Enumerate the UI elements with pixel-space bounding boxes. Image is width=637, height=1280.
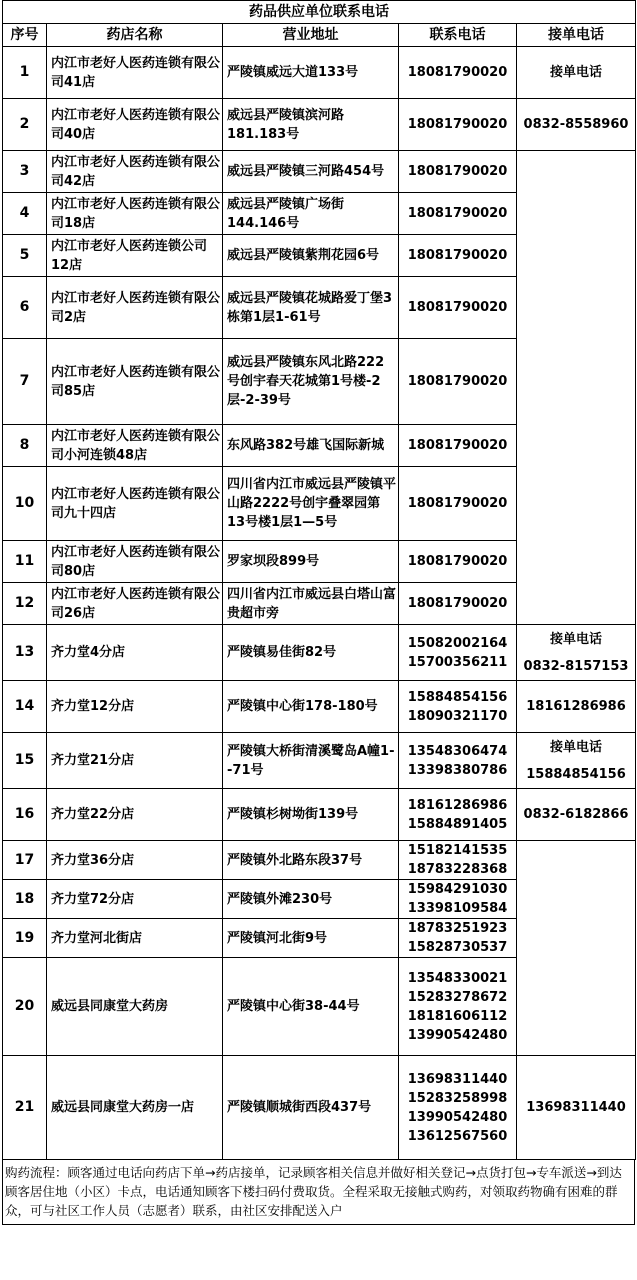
row-seq: 3	[3, 151, 47, 193]
order-phone-line: 接单电话	[549, 631, 602, 647]
row-seq: 17	[3, 841, 47, 880]
contact-phone: 13398380786	[407, 762, 508, 778]
row-contact-phones	[399, 733, 517, 789]
header-row	[3, 24, 636, 47]
row-order-phone: 18161286986	[517, 681, 636, 733]
row-contact-phones	[399, 151, 517, 193]
row-pharmacy-name: 齐力堂72分店	[47, 880, 223, 919]
row-seq: 7	[3, 339, 47, 425]
row-seq: 20	[3, 958, 47, 1056]
contact-phone: 18081790020	[407, 596, 508, 611]
row-contact-phones	[399, 235, 517, 277]
row-address: 严陵镇外北路东段37号	[223, 841, 399, 880]
contact-phone: 18081790020	[407, 117, 508, 132]
row-pharmacy-name: 齐力堂河北街店	[47, 919, 223, 958]
row-seq: 15	[3, 733, 47, 789]
contact-phone: 13398109584	[407, 901, 508, 916]
row-address: 严陵镇顺城街西段437号	[223, 1056, 399, 1160]
row-contact-phones	[399, 541, 517, 583]
row-pharmacy-name: 内江市老好人医药连锁有限公司九十四店	[47, 467, 223, 541]
contact-phone: 18081790020	[407, 300, 508, 315]
row-address: 严陵镇河北街9号	[223, 919, 399, 958]
table-row	[3, 789, 636, 841]
row-address: 四川省内江市威远县白塔山富贵超市旁	[223, 583, 399, 625]
contact-phone: 18081790020	[407, 164, 508, 179]
row-contact-phones	[399, 47, 517, 99]
row-contact-phones	[399, 919, 517, 958]
row-contact-phones	[399, 681, 517, 733]
table-row	[3, 681, 636, 733]
row-pharmacy-name: 内江市老好人医药连锁有限公司42店	[47, 151, 223, 193]
row-seq: 8	[3, 425, 47, 467]
row-contact-phones	[399, 625, 517, 681]
row-pharmacy-name: 齐力堂21分店	[47, 733, 223, 789]
contact-phone: 15283258998	[407, 1090, 508, 1106]
row-pharmacy-name: 威远县同康堂大药房	[47, 958, 223, 1056]
row-pharmacy-name: 内江市老好人医药连锁有限公司85店	[47, 339, 223, 425]
purchase-process-note: 购药流程：顾客通过电话向药店下单→药店接单，记录顾客相关信息并做好相关登记→点货打包→专车派送→到达顾客居住地（小区）卡点，电话通知顾客下楼扫码付费取货。全程采取无接触式购药，对领取药物确有困难的群众，可与社区工作人员（志愿者）联系，由社区安排配送入户	[2, 1160, 635, 1225]
row-address: 严陵镇威远大道133号	[223, 47, 399, 99]
contact-phone: 18081790020	[407, 496, 508, 511]
row-contact-phones	[399, 339, 517, 425]
row-seq: 1	[3, 47, 47, 99]
header-order-phone: 接单电话	[517, 24, 636, 47]
contact-phone: 15182141535	[407, 843, 508, 858]
row-pharmacy-name: 内江市老好人医药连锁有限公司18店	[47, 193, 223, 235]
row-pharmacy-name: 内江市老好人医药连锁有限公司2店	[47, 277, 223, 339]
row-contact-phones	[399, 193, 517, 235]
contact-phone: 18081790020	[407, 206, 508, 221]
row-contact-phones	[399, 958, 517, 1056]
row-pharmacy-name: 内江市老好人医药连锁公司12店	[47, 235, 223, 277]
row-address: 严陵镇大桥街清溪鹭岛A幢1--71号	[223, 733, 399, 789]
row-contact-phones	[399, 1056, 517, 1160]
row-pharmacy-name: 齐力堂12分店	[47, 681, 223, 733]
table-row	[3, 1056, 636, 1160]
row-pharmacy-name: 齐力堂22分店	[47, 789, 223, 841]
row-address: 罗家坝段899号	[223, 541, 399, 583]
contact-phone: 18081790020	[407, 65, 508, 80]
row-order-phone: 13698311440	[517, 1056, 636, 1160]
contact-phone: 18090321170	[407, 708, 508, 724]
row-pharmacy-name: 内江市老好人医药连锁有限公司80店	[47, 541, 223, 583]
pharmacy-table	[2, 0, 636, 1160]
row-order-phone	[517, 625, 636, 681]
contact-phone: 15884854156	[407, 689, 508, 705]
row-seq: 16	[3, 789, 47, 841]
row-seq: 14	[3, 681, 47, 733]
table-title: 药品供应单位联系电话	[3, 1, 636, 24]
row-address: 威远县严陵镇花城路爱丁堡3栋第1层1-61号	[223, 277, 399, 339]
row-order-phone	[517, 733, 636, 789]
row-pharmacy-name: 齐力堂4分店	[47, 625, 223, 681]
row-seq: 2	[3, 99, 47, 151]
row-contact-phones	[399, 789, 517, 841]
contact-phone: 13548330021	[407, 970, 508, 986]
row-order-phone: 接单电话	[517, 47, 636, 99]
row-address: 严陵镇中心街178-180号	[223, 681, 399, 733]
row-pharmacy-name: 内江市老好人医药连锁有限公司小河连锁48店	[47, 425, 223, 467]
header-address: 营业地址	[223, 24, 399, 47]
row-seq: 18	[3, 880, 47, 919]
order-phone-line: 接单电话	[549, 739, 602, 755]
row-seq: 4	[3, 193, 47, 235]
row-seq: 10	[3, 467, 47, 541]
row-contact-phones	[399, 99, 517, 151]
row-address: 威远县严陵镇紫荆花园6号	[223, 235, 399, 277]
table-row	[3, 99, 636, 151]
row-address: 威远县严陵镇广场街144.146号	[223, 193, 399, 235]
contact-phone: 15700356211	[407, 654, 508, 670]
row-pharmacy-name: 威远县同康堂大药房一店	[47, 1056, 223, 1160]
contact-phone: 13548306474	[407, 743, 508, 759]
table-row	[3, 47, 636, 99]
table-row	[3, 841, 636, 880]
contact-phone: 15884891405	[407, 816, 508, 832]
contact-phone: 13612567560	[407, 1128, 508, 1144]
row-seq: 13	[3, 625, 47, 681]
row-address: 严陵镇中心街38-44号	[223, 958, 399, 1056]
contact-phone: 13698311440	[407, 1071, 508, 1087]
order-phone-line: 15884854156	[526, 766, 626, 782]
contact-phone: 18181606112	[407, 1008, 508, 1024]
row-seq: 6	[3, 277, 47, 339]
contact-phone: 18081790020	[407, 554, 508, 569]
row-address: 威远县严陵镇东风北路222号创宇春天花城第1号楼-2层-2-39号	[223, 339, 399, 425]
row-contact-phones	[399, 841, 517, 880]
header-name: 药店名称	[47, 24, 223, 47]
table-row	[3, 733, 636, 789]
row-address: 严陵镇杉树坳街139号	[223, 789, 399, 841]
contact-phone: 15283278672	[407, 989, 508, 1005]
row-address: 严陵镇易佳街82号	[223, 625, 399, 681]
row-pharmacy-name: 内江市老好人医药连锁有限公司40店	[47, 99, 223, 151]
contact-phone: 13990542480	[407, 1027, 508, 1043]
row-address: 四川省内江市威远县严陵镇平山路2222号创宇叠翠园第13号楼1层1—5号	[223, 467, 399, 541]
row-pharmacy-name: 齐力堂36分店	[47, 841, 223, 880]
row-contact-phones	[399, 467, 517, 541]
contact-phone: 18783228368	[407, 862, 508, 877]
contact-phone: 18081790020	[407, 438, 508, 453]
contact-phone: 13990542480	[407, 1109, 508, 1125]
row-contact-phones	[399, 277, 517, 339]
row-address: 威远县严陵镇三河路454号	[223, 151, 399, 193]
row-address: 威远县严陵镇滨河路181.183号	[223, 99, 399, 151]
row-address: 东风路382号雄飞国际新城	[223, 425, 399, 467]
contact-phone: 15082002164	[407, 635, 508, 651]
row-seq: 5	[3, 235, 47, 277]
table-row	[3, 625, 636, 681]
row-address: 严陵镇外滩230号	[223, 880, 399, 919]
row-order-phone	[517, 151, 636, 625]
pharmacy-contact-sheet	[2, 0, 635, 1225]
row-pharmacy-name: 内江市老好人医药连锁有限公司41店	[47, 47, 223, 99]
row-contact-phones	[399, 425, 517, 467]
row-contact-phones	[399, 880, 517, 919]
header-seq: 序号	[3, 24, 47, 47]
row-contact-phones	[399, 583, 517, 625]
row-order-phone	[517, 841, 636, 1056]
contact-phone: 15984291030	[407, 882, 508, 897]
row-order-phone: 0832-6182866	[517, 789, 636, 841]
header-phone: 联系电话	[399, 24, 517, 47]
row-pharmacy-name: 内江市老好人医药连锁有限公司26店	[47, 583, 223, 625]
contact-phone: 18081790020	[407, 374, 508, 389]
contact-phone: 18783251923	[407, 921, 508, 936]
row-seq: 12	[3, 583, 47, 625]
row-order-phone: 0832-8558960	[517, 99, 636, 151]
row-seq: 21	[3, 1056, 47, 1160]
row-seq: 19	[3, 919, 47, 958]
contact-phone: 18161286986	[407, 797, 508, 813]
contact-phone: 18081790020	[407, 248, 508, 263]
contact-phone: 15828730537	[407, 940, 508, 955]
table-row	[3, 151, 636, 193]
order-phone-line: 0832-8157153	[523, 658, 629, 674]
row-seq: 11	[3, 541, 47, 583]
